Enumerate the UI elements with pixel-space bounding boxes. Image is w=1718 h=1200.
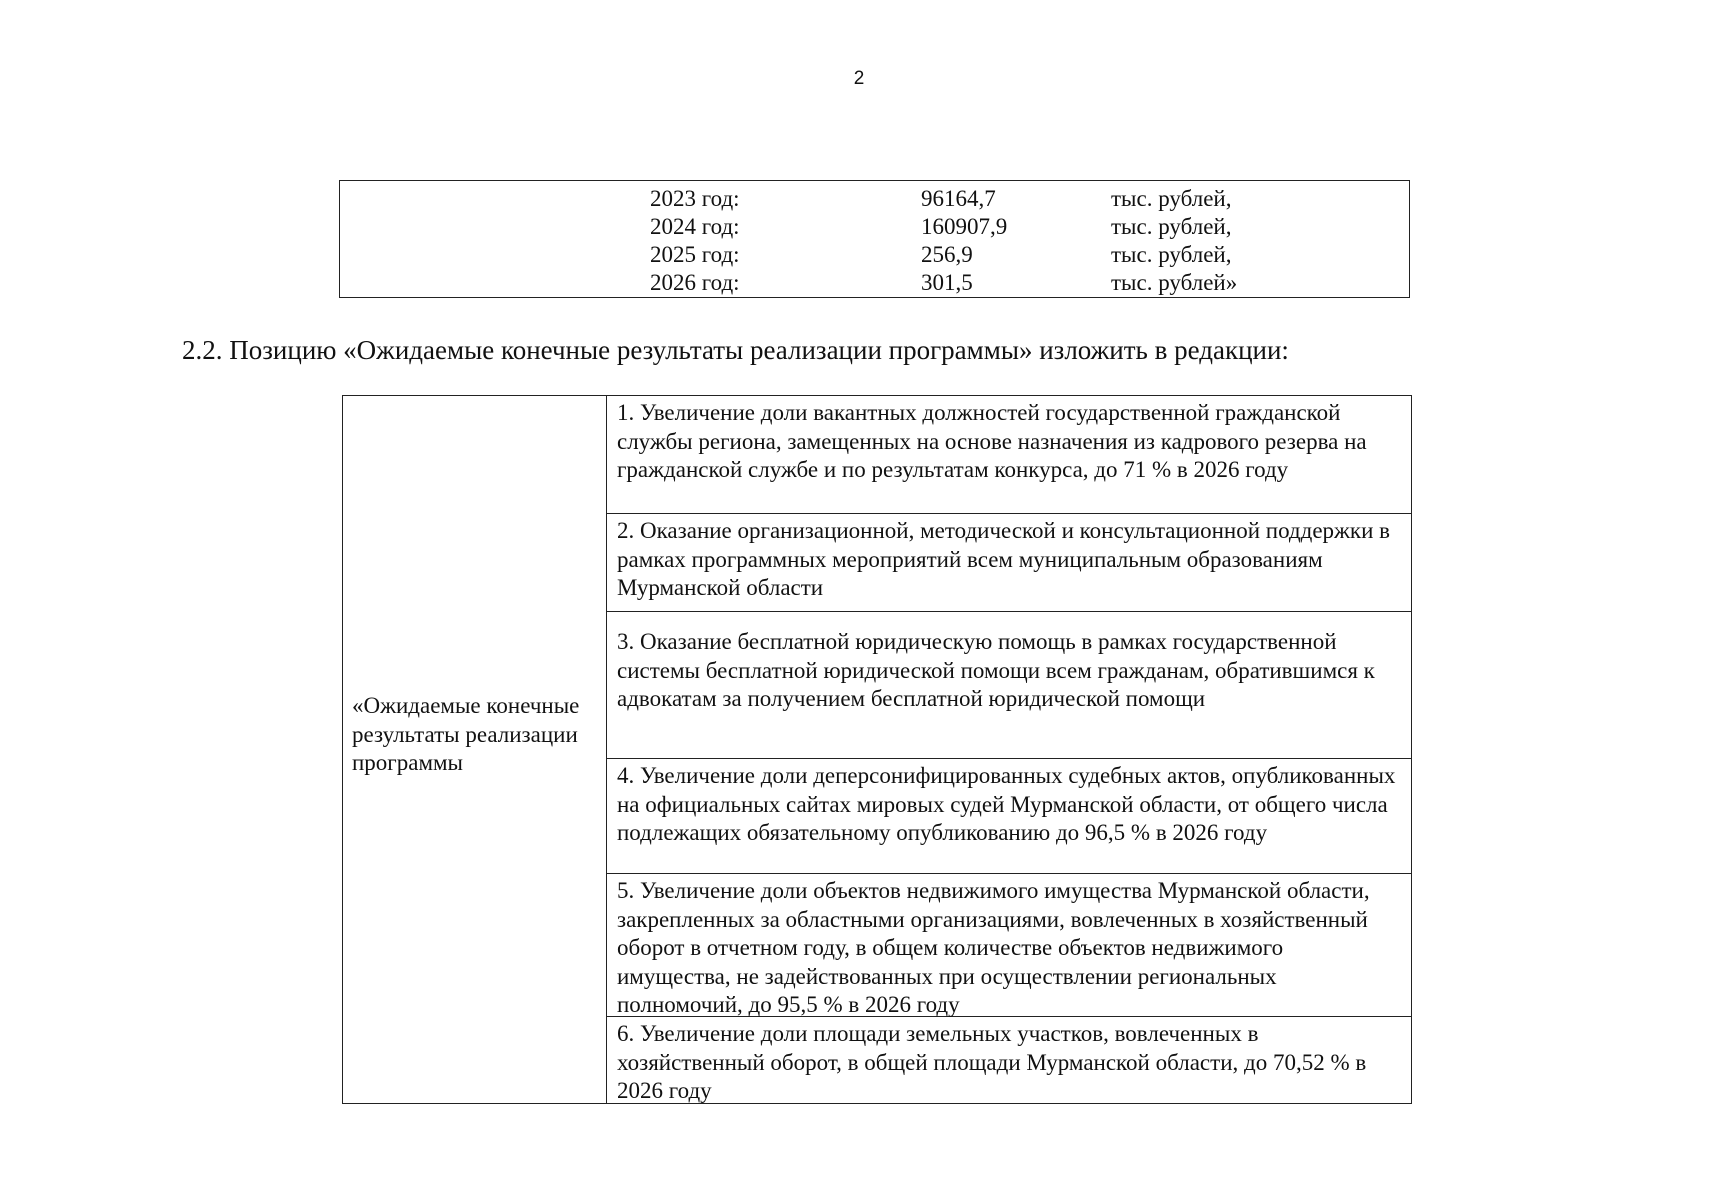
result-item: 5. Увеличение доли объектов недвижимого имущества Мурманской области, закрепленных за областными организациями, вовлеченных в хозяйственный оборот в отчетном году, в общем количестве объектов недвижимого имущества, не задействованных при осуществлении региональных полномочий, до 95,5 % в 2026 году — [606, 874, 1411, 1017]
page-number: 2 — [853, 68, 865, 89]
results-label: «Ожидаемые конечные результаты реализации программы — [352, 693, 580, 775]
funding-unit: тыс. рублей, — [1111, 242, 1232, 267]
funding-amount: 256,9 — [921, 242, 973, 267]
funding-unit: тыс. рублей, — [1111, 214, 1232, 239]
funding-year: 2025 год: — [650, 242, 740, 267]
funding-unit: тыс. рублей, — [1111, 186, 1232, 211]
funding-unit: тыс. рублей» — [1111, 270, 1238, 295]
section-heading: 2.2. Позицию «Ожидаемые конечные результаты реализации программы» изложить в редакции: — [182, 335, 1289, 365]
funding-amount: 301,5 — [921, 270, 973, 295]
funding-table — [339, 180, 1410, 298]
funding-amount: 160907,9 — [921, 214, 1008, 239]
results-table — [342, 395, 1412, 1104]
result-item: 4. Увеличение доли деперсонифицированных судебных актов, опубликованных на официальных сайтах мировых судей Мурманской области, от общего числа подлежащих обязательному опубликованию до 96,5 % в 2026 году — [606, 759, 1411, 874]
result-item: 6. Увеличение доли площади земельных участков, вовлеченных в хозяйственный оборот, в общей площади Мурманской области, до 70,52 % в 2026 году — [617, 1021, 1367, 1104]
funding-amount: 96164,7 — [921, 186, 996, 211]
funding-year: 2024 год: — [650, 214, 740, 239]
funding-year: 2023 год: — [650, 186, 740, 211]
result-item: 1. Увеличение доли вакантных должностей государственной гражданской службы региона, замещенных на основе назначения из кадрового резерва на гражданской службе и по результатам конкурса, до 71 % в 2026 году — [606, 396, 1411, 514]
result-item: 3. Оказание бесплатной юридическую помощь в рамках государственной системы бесплатной юридической помощи всем гражданам, обратившимся к адвокатам за получением бесплатной юридической помощи — [606, 612, 1411, 759]
result-item: 2. Оказание организационной, методической и консультационной поддержки в рамках программных мероприятий всем муниципальным образованиям Мурманской области — [606, 514, 1411, 612]
funding-year: 2026 год: — [650, 270, 740, 295]
